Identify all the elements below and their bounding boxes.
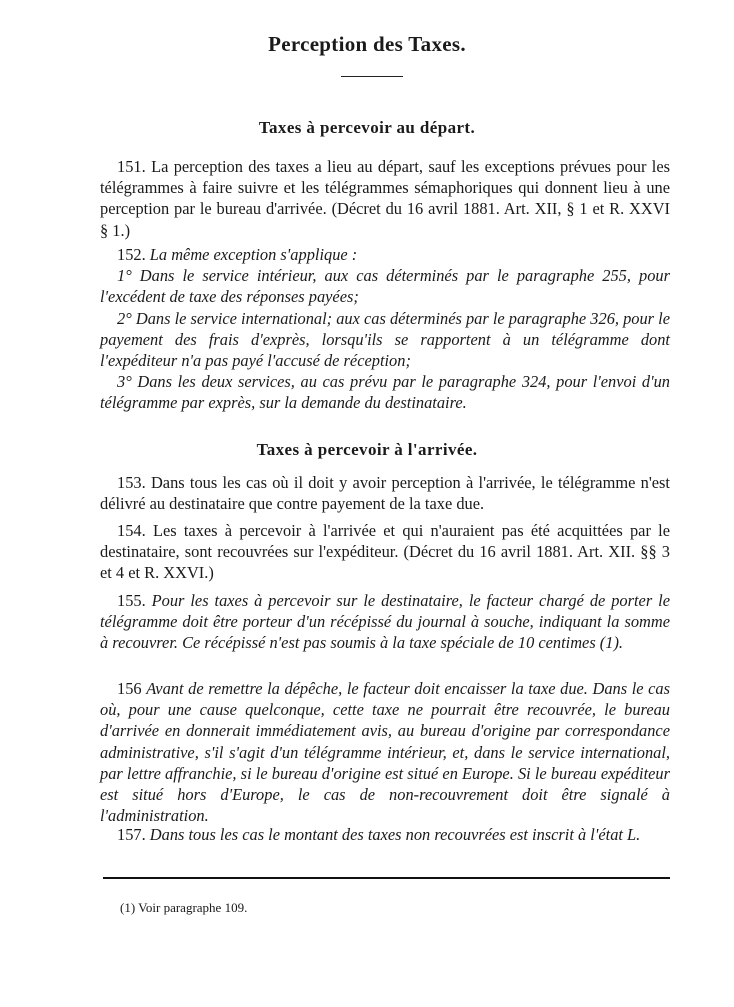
- paragraph-154: [100, 520, 670, 584]
- paragraph-text: La perception des taxes a lieu au départ, sauf les exceptions prévues pour les télégrammes à faire suivre et les télégrammes sémaphoriques qui donnent lieu à une perception par le bureau d'arrivée. (Décret du 16 avril 1881. Art. XII, § 1 et R. XXVI § 1.): [100, 157, 670, 240]
- page-title: Perception des Taxes.: [268, 32, 466, 56]
- paragraph-152: [100, 244, 670, 414]
- list-item: 3° Dans les deux services, au cas prévu par le paragraphe 324, pour l'envoi d'un télégramme par exprès, sur la demande du destinataire.: [100, 372, 670, 413]
- paragraph-151: [100, 156, 670, 241]
- paragraph-number: 151.: [117, 157, 146, 176]
- paragraph-number: 156: [117, 679, 142, 698]
- paragraph-text: Les taxes à percevoir à l'arrivée et qui n'auraient pas été acquittées par le destinataire, sont recouvrées sur l'expéditeur. (Décret du 16 avril 1881. Art. XII. §§ 3 et 4 et R. XXVI.): [100, 521, 670, 583]
- paragraph-number: 154.: [117, 521, 146, 540]
- list-item: 2° Dans le service international; aux cas déterminés par le paragraphe 326, pour le payement des frais d'exprès, lorsqu'ils se rapportent à un télégramme dont l'expéditeur n'a pas payé l'accusé de réception;: [100, 308, 670, 371]
- paragraph-number: 155.: [117, 591, 146, 610]
- paragraph-155: [100, 590, 670, 654]
- section-heading-arrivee: Taxes à percevoir à l'arrivée.: [256, 440, 478, 459]
- paragraph-153: [100, 472, 670, 514]
- paragraph-156: [100, 678, 670, 826]
- paragraph-text: La même exception s'applique :: [149, 245, 358, 264]
- paragraph-text: Avant de remettre la dépêche, le facteur doit encaisser la taxe due. Dans le cas où, pour une cause quelconque, cette taxe ne pourrait être recouvrée, le bureau d'arrivée en donnerait immédiatement avis, au bureau d'origine par correspondance administrative, s'il s'agit d'un télégramme intérieur, et, dans le service international, par lettre affranchie, si le bureau d'origine est situé en Europe. Si le bureau expéditeur est situé hors d'Europe, le cas de non-recouvrement doit être signalé à l'administration.: [100, 679, 670, 826]
- title-divider: [341, 76, 403, 77]
- list-item: 1° Dans le service intérieur, aux cas déterminés par le paragraphe 255, pour l'excédent de taxe des réponses payées;: [100, 266, 670, 307]
- paragraph-text: Dans tous les cas le montant des taxes non recouvrées est inscrit à l'état L.: [149, 825, 641, 844]
- paragraph-157: [100, 824, 670, 845]
- footnote-divider: [103, 877, 670, 879]
- section-heading-depart: Taxes à percevoir au départ.: [258, 118, 476, 137]
- footnote: (1) Voir paragraphe 109.: [120, 900, 248, 915]
- paragraph-text: Dans tous les cas où il doit y avoir perception à l'arrivée, le télégramme n'est délivré au destinataire que contre payement de la taxe due.: [100, 473, 670, 514]
- paragraph-number: 152.: [117, 245, 146, 264]
- paragraph-text: Pour les taxes à percevoir sur le destinataire, le facteur chargé de porter le télégramme doit être porteur d'un récépissé du journal à souche, indiquant la somme à recouvrer. Ce récépissé n'est pas soumis à la taxe spéciale de 10 centimes (1).: [100, 591, 670, 653]
- paragraph-number: 157.: [117, 825, 146, 844]
- paragraph-number: 153.: [117, 473, 146, 492]
